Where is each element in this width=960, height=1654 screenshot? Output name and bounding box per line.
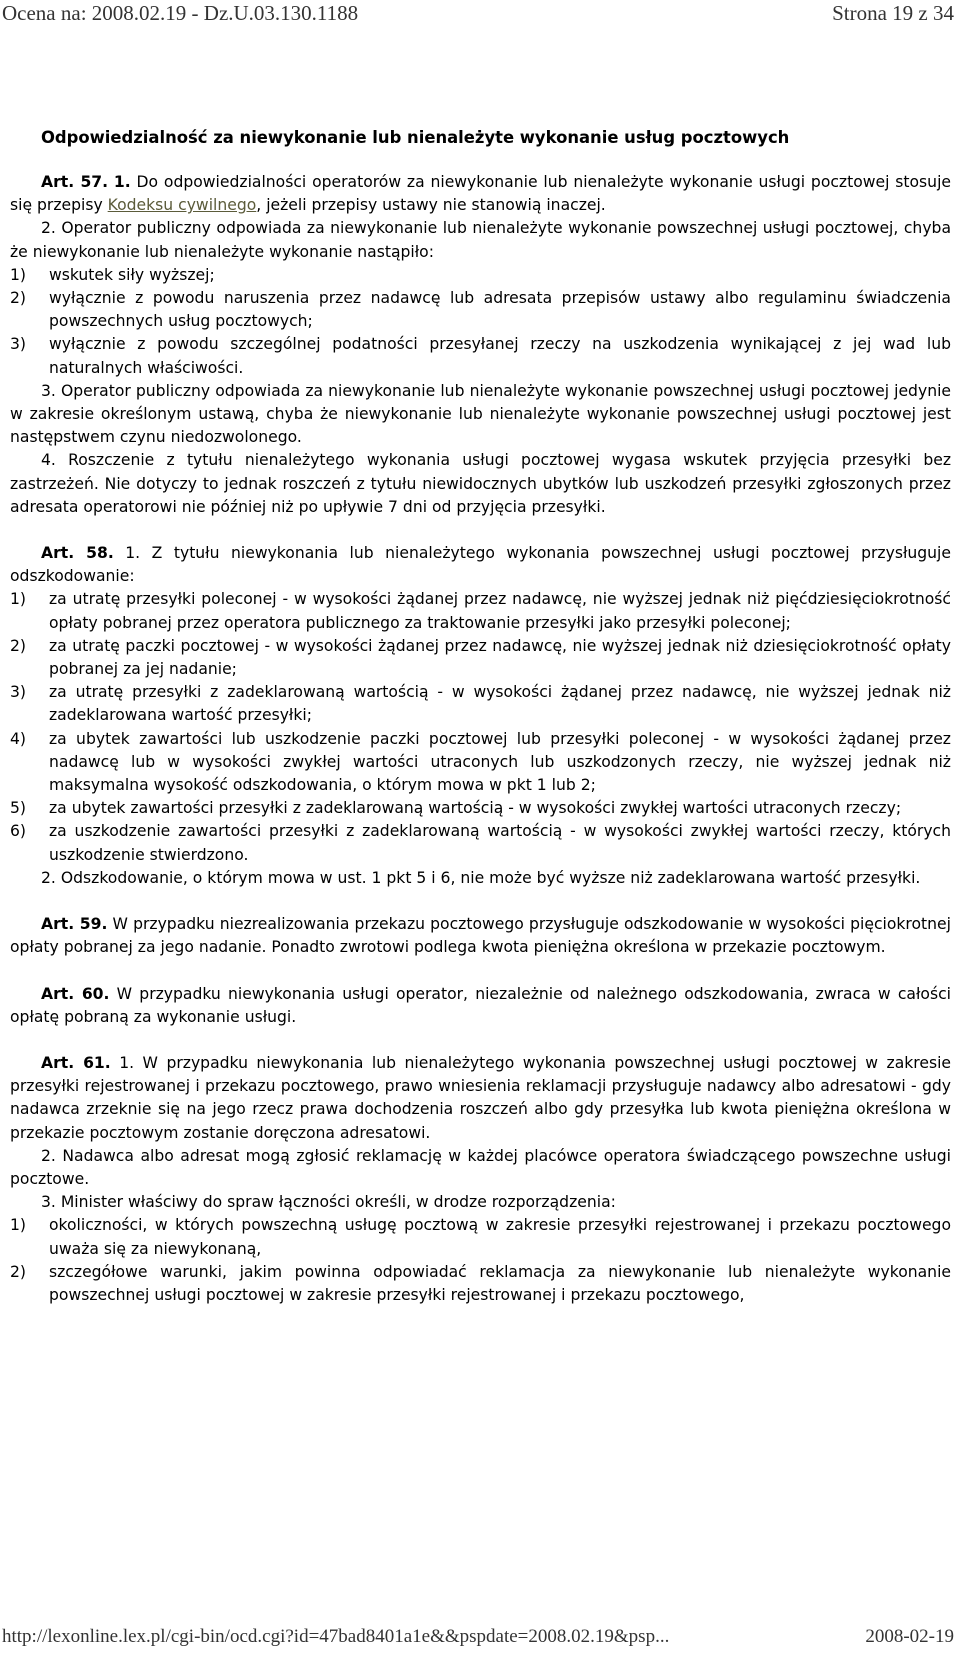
page-number: Strona 19 z 34 [832, 1, 954, 25]
art-57-par-1: Art. 57. 1. Do odpowiedzialności operatorów za niewykonanie lub nienależyte wykonanie usługi pocztowej stosuje się przepisy Kodeksu cywilnego, jeżeli przepisy ustawy nie stanowią inaczej. [10, 173, 951, 215]
art-57-par-2: 2. Operator publiczny odpowiada za niewykonanie lub nienależyte wykonanie powszechnej usługi pocztowej, chyba że niewykonanie lub nienależyte wykonanie nastąpiło: [10, 219, 951, 261]
list-item: 2) wyłącznie z powodu naruszenia przez nadawcę lub adresata przepisów ustawy albo regulaminu świadczenia powszechnych usług pocztowych; [10, 289, 951, 331]
article-label: Art. 60. [41, 984, 110, 1003]
list-item: 5) za ubytek zawartości przesyłki z zadeklarowaną wartością - w wysokości zwykłej wartości utraconych rzeczy; [10, 799, 902, 818]
article-label: Art. 59. [41, 915, 108, 934]
art-61-par-3: 3. Minister właściwy do spraw łączności określi, w drodze rozporządzenia: [41, 1193, 616, 1212]
footer-date: 2008-02-19 [865, 1626, 954, 1647]
list-item: 1) okoliczności, w których powszechną usługę pocztową w zakresie przesyłki rejestrowanej i przekazu pocztowego uważa się za niewykonaną, [10, 1216, 951, 1258]
list-item: 2) szczegółowe warunki, jakim powinna odpowiadać reklamacja za niewykonanie lub nienależyte wykonanie powszechnej usługi pocztowej w zakresie przesyłki rejestrowanej i przekazu pocztowego, [10, 1262, 951, 1304]
art-58-par-2: 2. Odszkodowanie, o którym mowa w ust. 1 pkt 5 i 6, nie może być wyższe niż zadeklarowana wartość przesyłki. [41, 868, 921, 887]
article-label: Art. 61. [41, 1053, 111, 1072]
list-item: 6) za uszkodzenie zawartości przesyłki z zadeklarowaną wartością - w wysokości zwykłej wartości rzeczy, których uszkodzenie stwierdzono. [10, 822, 951, 864]
page-header-title: Ocena na: 2008.02.19 - Dz.U.03.130.1188 [2, 1, 359, 25]
art-61-par-2: 2. Nadawca albo adresat mogą zgłosić reklamację w każdej placówce operatora świadczącego powszechne usługi pocztowe. [10, 1146, 951, 1188]
document-body [10, 126, 951, 1307]
footer-url: http://lexonline.lex.pl/cgi-bin/ocd.cgi?id=47bad8401a1e&&pspdate=2008.02.19&psp... [2, 1626, 670, 1647]
kodeks-cywilny-link[interactable]: Kodeksu cywilnego [107, 196, 257, 215]
list-item: 2) za utratę paczki pocztowej - w wysokości żądanej przez nadawcę, nie wyższej jednak niż dziesięciokrotność opłaty pobranej za jej nadanie; [10, 636, 951, 679]
art-58-par-1: Art. 58. 1. Z tytułu niewykonania lub nienależytego wykonania powszechnej usługi pocztowej przysługuje odszkodowanie: [10, 544, 951, 586]
list-item: 3) za utratę przesyłki z zadeklarowaną wartością - w wysokości żądanej przez nadawcę, nie wyższej jednak niż zadeklarowana wartość przesyłki; [10, 683, 951, 725]
chapter-title: Odpowiedzialność za niewykonanie lub nienależyte wykonanie usług pocztowych [41, 128, 790, 147]
article-label: Art. 57. [41, 173, 109, 191]
art-57-par-3: 3. Operator publiczny odpowiada za niewykonanie lub nienależyte wykonanie powszechnej usługi pocztowej jedynie w zakresie określonym ustawą, chyba że niewykonanie lub nienależyte wykonanie powszechnej usługi pocztowej jest następstwem czynu niedozwolonego. [10, 381, 951, 447]
list-item: 1) wskutek siły wyższej; [10, 265, 215, 284]
art-57-par-4: 4. Roszczenie z tytułu nienależytego wykonania usługi pocztowej wygasa wskutek przyjęcia przesyłki bez zastrzeżeń. Nie dotyczy to jednak roszczeń z tytułu niewidocznych ubytków lub uszkodzeń przesyłki zgłoszonych przez adresata operatorowi nie później niż po upływie 7 dni od przyjęcia przesyłki. [10, 451, 951, 516]
article-label: Art. 58. [41, 544, 114, 563]
art-61-par-1: Art. 61. 1. W przypadku niewykonania lub nienależytego wykonania powszechnej usługi pocztowej w zakresie przesyłki rejestrowanej i przekazu pocztowego, prawo wniesienia reklamacji przysługuje nadawcy albo adresatowi - gdy nadawca zrzeknie się na jego rzecz prawa dochodzenia roszczeń albo gdy przesyłka lub kwota pieniężna określona w przekazie pocztowym zostanie doręczona adresatowi. [10, 1053, 951, 1142]
paragraph-number: 1. [113, 173, 131, 191]
list-item: 3) wyłącznie z powodu szczególnej podatności przesyłanej rzeczy na uszkodzenia wynikającej z jej wad lub naturalnych właściwości. [10, 335, 951, 377]
art-59: Art. 59. W przypadku niezrealizowania przekazu pocztowego przysługuje odszkodowanie w wysokości pięciokrotnej opłaty pobranej za jego nadanie. Ponadto zwrotowi podlega kwota pieniężna określona w przekazie pocztowym. [10, 915, 951, 957]
list-item: 4) za ubytek zawartości lub uszkodzenie paczki pocztowej lub przesyłki poleconej - w wysokości żądanej przez nadawcę lub w wysokości zwykłej wartości utraconych lub uszkodzonych rzeczy, nie wyższej jednak niż maksymalna wysokość odszkodowania, o którym mowa w pkt 1 lub 2; [10, 729, 951, 795]
list-item: 1) za utratę przesyłki poleconej - w wysokości żądanej przez nadawcę, nie wyższej jednak niż pięćdziesięciokrotność opłaty pobranej przez operatora publicznego za traktowanie przesyłki jako przesyłki poleconej; [10, 590, 951, 632]
art-60: Art. 60. W przypadku niewykonania usługi operator, niezależnie od należnego odszkodowania, zwraca w całości opłatę pobraną za wykonanie usługi. [10, 984, 951, 1026]
